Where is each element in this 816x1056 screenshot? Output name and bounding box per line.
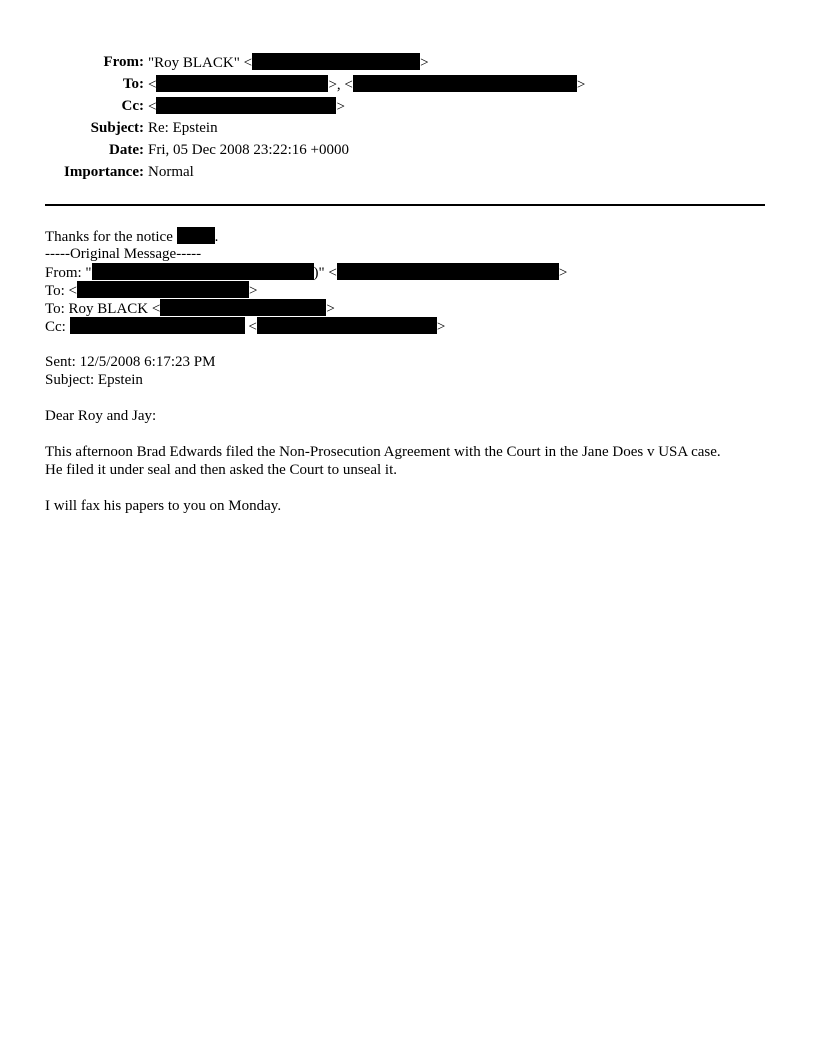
redaction-block	[252, 53, 420, 70]
redaction-block	[156, 75, 328, 92]
orig-to-line: To: Roy BLACK < >	[45, 301, 335, 317]
redaction-block	[160, 299, 326, 316]
redaction-block	[156, 97, 336, 114]
original-message-marker: -----Original Message-----	[45, 246, 202, 262]
paragraph-line: I will fax his papers to you on Monday.	[45, 498, 282, 514]
importance-value: Normal	[148, 164, 194, 180]
orig-subject-line: Subject: Epstein	[45, 372, 143, 388]
subject-value: Re: Epstein	[148, 120, 218, 136]
redaction-block	[353, 75, 577, 92]
from-name: "Roy BLACK" <	[148, 55, 253, 71]
date-value: Fri, 05 Dec 2008 23:22:16 +0000	[148, 142, 349, 158]
date-label: Date:	[109, 142, 144, 158]
sent-line: Sent: 12/5/2008 6:17:23 PM	[45, 354, 216, 370]
header-divider	[45, 204, 765, 206]
subject-label: Subject:	[90, 120, 144, 136]
thanks-line: Thanks for the notice .	[45, 229, 219, 245]
paragraph-line: This afternoon Brad Edwards filed the Non-Prosecution Agreement with the Court in the Jane Does v USA case.	[45, 444, 721, 460]
orig-to-line: To: < >	[45, 283, 258, 299]
cc-label: Cc:	[121, 98, 144, 114]
redaction-block	[70, 317, 245, 334]
importance-label: Importance:	[64, 164, 144, 180]
from-label: From:	[103, 54, 144, 70]
email-body	[45, 227, 775, 515]
paragraph-line: He filed it under seal and then asked the Court to unseal it.	[45, 462, 397, 478]
redaction-block	[257, 317, 437, 334]
orig-cc-line: Cc: < >	[45, 319, 446, 335]
redaction-block	[337, 263, 559, 280]
redaction-block	[77, 281, 249, 298]
orig-from-line: From: " )" < >	[45, 265, 568, 281]
redaction-block	[92, 263, 314, 280]
to-label: To:	[122, 76, 144, 92]
redaction-block	[177, 227, 215, 244]
greeting: Dear Roy and Jay:	[45, 408, 157, 424]
